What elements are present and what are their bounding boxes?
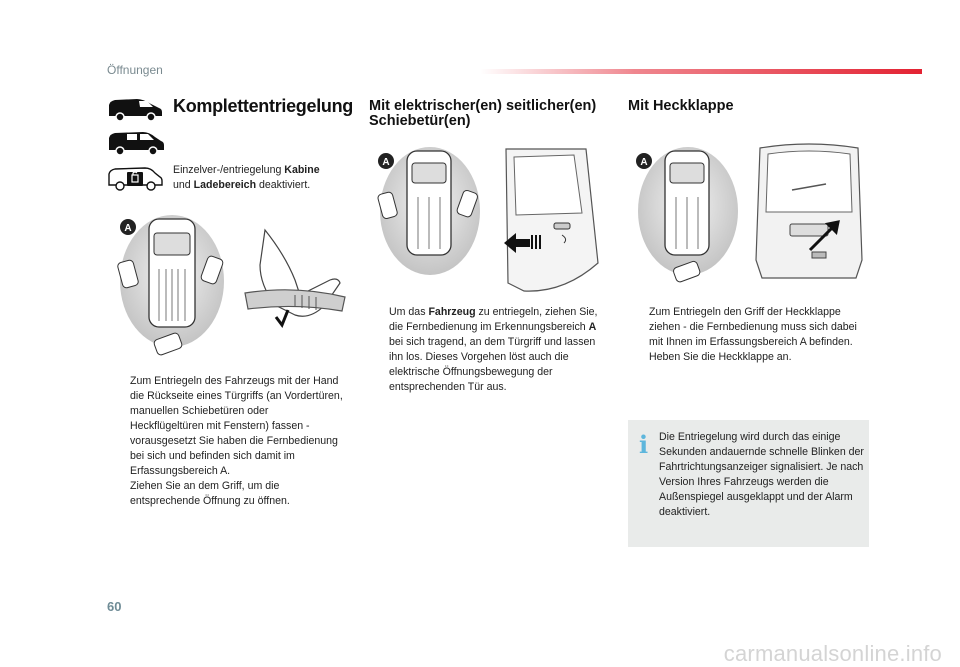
arrow-icon xyxy=(276,310,288,325)
list-item: Heben Sie die Heckklappe an. xyxy=(649,351,792,363)
column1-instructions xyxy=(111,374,344,509)
section-heading-heckklappe: Mit Heckklappe xyxy=(628,98,734,114)
section-heading-schiebetuer: Mit elektrischer(en) seitlicher(en) Schiebetür(en) xyxy=(369,98,597,129)
van-topview-icon xyxy=(665,151,709,255)
list-item: Um das Fahrzeug zu entriegeln, ziehen Sie, die Fernbedienung im Erkennungsbereich A bei sich tragend, an dem Türgriff und lassen ihn los. Dieses Vorgehen löst auch die elektrische Öffnungsbewegung der entsprechenden Tür aus. xyxy=(389,306,598,393)
column2-instructions xyxy=(370,305,606,395)
list-item: Zum Entriegeln des Fahrzeugs mit der Hand die Rückseite eines Türgriffs (an Vordertüren, manuellen Schiebetüren oder Heckflügeltüren mit Fenstern) fassen - vorausgesetzt Sie haben die Fernbedienung bei sich und befinden sich damit im Erfassungsbereich A. xyxy=(130,375,343,477)
van-topview-icon xyxy=(407,151,451,255)
sliding-door-icon xyxy=(494,143,606,297)
column3-instructions xyxy=(630,305,866,365)
list-item: Zum Entriegeln den Griff der Heckklappe ziehen - die Fernbedienung muss sich dabei mit Ihnen im Erfassungsbereich A befinden. xyxy=(649,306,857,348)
svg-text:A: A xyxy=(382,157,390,168)
hand-pull-icon xyxy=(240,225,350,335)
detection-zone-illustration xyxy=(114,213,229,363)
van-padlock-icon xyxy=(107,165,163,191)
info-icon: i xyxy=(639,430,649,459)
section-title: Öffnungen xyxy=(107,63,163,77)
section-heading-komplett: Komplettentriegelung xyxy=(173,96,354,116)
van-topview-icon xyxy=(149,219,195,327)
van-icon xyxy=(107,96,163,122)
svg-text:A: A xyxy=(640,157,648,168)
info-text: Die Entriegelung wird durch das einige Sekunden andauernde schnelle Blinken der Fahrtrichtungsanzeiger signalisiert. Je nach Version Ihres Fahrzeugs werden die Außenspiegel ausgeklappt und der Alarm deaktiviert. xyxy=(659,431,864,518)
list-item: Ziehen Sie an dem Griff, um die entsprechende Öffnung zu öffnen. xyxy=(130,480,290,507)
tailgate-icon xyxy=(752,140,866,290)
detection-zone-illustration xyxy=(632,143,742,283)
header-accent-line xyxy=(480,69,922,74)
door-handle xyxy=(554,223,570,229)
svg-text:A: A xyxy=(124,223,132,234)
lock-deactivated-note: Einzelver-/entriegelung Kabine und Ladebereich deaktiviert. xyxy=(173,164,320,191)
long-van-icon xyxy=(107,130,165,156)
detection-zone-illustration xyxy=(374,143,484,283)
watermark: carmanualsonline.info xyxy=(723,641,942,666)
page-number: 60 xyxy=(107,599,122,614)
info-box xyxy=(628,420,869,547)
tailgate-handle xyxy=(790,224,828,236)
